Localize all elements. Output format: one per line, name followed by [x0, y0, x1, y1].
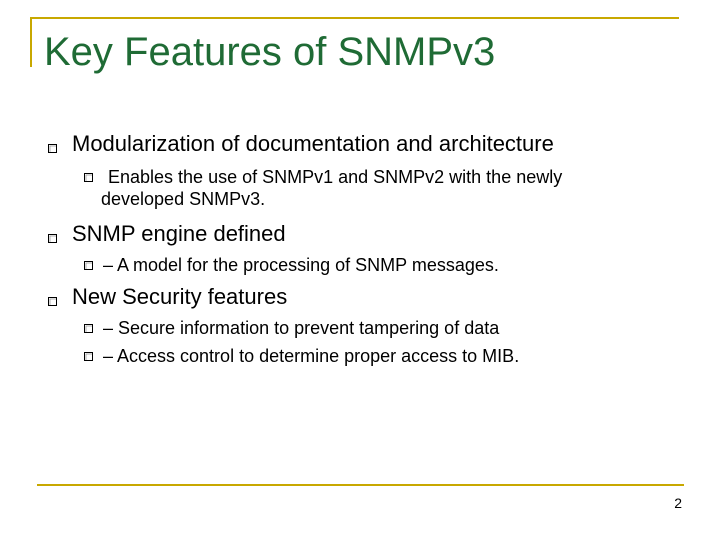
bullet-3-subitem-1-text: – Secure information to prevent tampering of data [103, 318, 500, 338]
bottom-border-line [37, 484, 684, 486]
bullet-3-text: New Security features [72, 284, 288, 309]
square-bullet-icon [48, 234, 57, 243]
square-bullet-icon [84, 324, 93, 333]
square-bullet-icon [84, 261, 93, 270]
bullet-1-subitem-1-text: Enables the use of SNMPv1 and SNMPv2 with the newly developed SNMPv3. [101, 167, 563, 209]
square-bullet-icon [84, 352, 93, 361]
left-border-line [30, 17, 32, 67]
bullet-2-text: SNMP engine defined [72, 221, 286, 246]
bullet-2-subitem-1-text: – A model for the processing of SNMP messages. [103, 255, 499, 275]
top-border-line [30, 17, 679, 19]
square-bullet-icon [48, 297, 57, 306]
square-bullet-icon [84, 173, 93, 182]
page-number: 2 [674, 495, 682, 511]
square-bullet-icon [48, 144, 57, 153]
bullet-1-text: Modularization of documentation and architecture [72, 131, 554, 156]
slide-title: Key Features of SNMPv3 [44, 30, 496, 74]
bullet-3-subitem-2-text: – Access control to determine proper access to MIB. [103, 346, 520, 366]
